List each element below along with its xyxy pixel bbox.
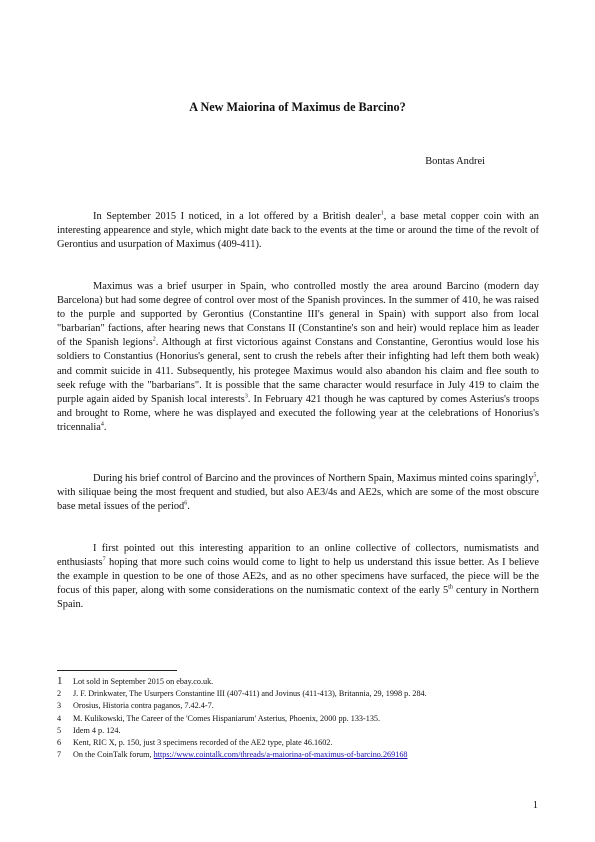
footnote-3 (57, 700, 539, 712)
paragraph-text: century in Northern Spain. (57, 585, 539, 611)
footnote-text: Orosius, Historia contra paganos, 7.42.4-7. (73, 701, 214, 711)
footnote-ref-2[interactable]: 2 (152, 336, 156, 343)
footnote-2 (57, 688, 539, 700)
footnotes (57, 675, 539, 761)
footnote-ref-7[interactable]: 7 (102, 556, 106, 563)
footnote-7 (57, 749, 539, 761)
footnote-5 (57, 725, 539, 737)
footnote-text: J. F. Drinkwater, The Usurpers Constantine III (407-411) and Jovinus (411-413), Britannia, 29, 1998 p. 284. (73, 689, 427, 699)
footnote-separator (57, 670, 177, 671)
author-name: Bontas Andrei (425, 156, 485, 167)
footnote-number: 4 (57, 713, 62, 723)
paragraph-3 (57, 472, 539, 514)
footnote-ref-6[interactable]: 6 (184, 500, 188, 507)
footnote-text: Kent, RIC X, p. 150, just 3 specimens recorded of the AE2 type, plate 46.1602. (73, 738, 333, 748)
footnote-ref-5[interactable]: 5 (533, 472, 537, 479)
footnote-ref-1[interactable]: 1 (380, 210, 384, 217)
paper-title: A New Maiorina of Maximus de Barcino? (189, 100, 406, 114)
footnote-4 (57, 713, 539, 725)
paragraph-text: In September 2015 I noticed, in a lot offered by a British dealer (93, 211, 381, 222)
paragraph-text: hoping that more such coins would come to light to help us understand this issue better. As I believe the example in question to be one of those AE2s, and as no other specimens have surfaced, the piece will be the focus of this paper, along with some considerations on the numismatic context of the early 5 (57, 557, 539, 597)
footnote-text: Idem 4 p. 124. (73, 725, 121, 735)
paragraph-1 (57, 210, 539, 252)
paragraph-text: . (187, 501, 190, 513)
footnote-6 (57, 737, 539, 749)
footnote-number: 3 (57, 701, 62, 711)
paragraph-text: Maximus was a brief usurper in Spain, who controlled mostly the area around Barcino (modern day Barcelona) but had some degree of control over most of the Spanish provinces. In the summer of 410, he was raised to the purple and supported by Gerontius (Constantine III's general in Spain) with support also from local "barbarian" factions, after hearing news that Constans II (Constantine's son and heir) would replace him as leader of the Spanish legions (57, 281, 539, 349)
footnote-ref-4[interactable]: 4 (100, 421, 104, 428)
paragraph-text: . In February 421 though he was captured by comes Asterius's troops and brought to Rome, where he was displayed and executed the following year at the celebrations of Honorius's tricennalia (57, 393, 539, 433)
ordinal-suffix: th (448, 584, 453, 591)
footnote-number: 7 (57, 750, 62, 760)
footnote-text (73, 749, 408, 761)
cointalk-thread-link[interactable]: https://www.cointalk.com/threads/a-maiorina-of-maximus-of-barcino.269168 (153, 750, 408, 760)
footnote-text: M. Kulikowski, The Career of the 'Comes Hispaniarum' Asterius, Phoenix, 2000 pp. 133-135. (73, 713, 381, 723)
paragraph-text: , with siliquae being the most frequent and studied, but also AE3/4s and AE2s, which are some of the most obscure base metal issues of the period (57, 473, 539, 513)
page-number: 1 (532, 800, 538, 811)
paragraph-text: . Although at first victorious against Constans and Constantine, Gerontius would lose his soldiers to Constantius (Honorius's general, sent to crush the rebels after their infighting had left them both weak) and commit suicide in 411. Subsequently, his protegee Maximus would also abandon his claim and flee south to seek refuge with the "barbarians". It is possible that the same character would resurface in July 419 to claim the purple again aided by Spanish local interests (57, 337, 539, 405)
footnote-text: Lot sold in September 2015 on ebay.co.uk. (73, 677, 214, 686)
paragraph-text: During his brief control of Barcino and the provinces of Northern Spain, Maximus minted coins sparingly (93, 473, 534, 484)
footnote-number: 2 (57, 689, 62, 699)
footnote-text-prefix: On the CoinTalk forum, (73, 750, 154, 760)
footnote-number: 6 (57, 738, 62, 748)
footnote-number: 5 (57, 725, 62, 735)
paragraph-2 (57, 280, 539, 435)
paragraph-text: I first pointed out this interesting apparition to an online collective of collectors, numismatists and enthusiasts (57, 543, 539, 569)
footnote-1 (57, 675, 539, 688)
paragraph-text: . (103, 421, 107, 433)
paragraph-text: , a base metal copper coin with an interesting appearence and style, which might date back to the events at the time or around the time of the revolt of Gerontius and usurpation of Maximus (409-411). (57, 211, 540, 251)
footnote-number: 1 (57, 675, 63, 687)
paragraph-4 (57, 542, 539, 612)
footnote-ref-3[interactable]: 3 (244, 393, 248, 400)
